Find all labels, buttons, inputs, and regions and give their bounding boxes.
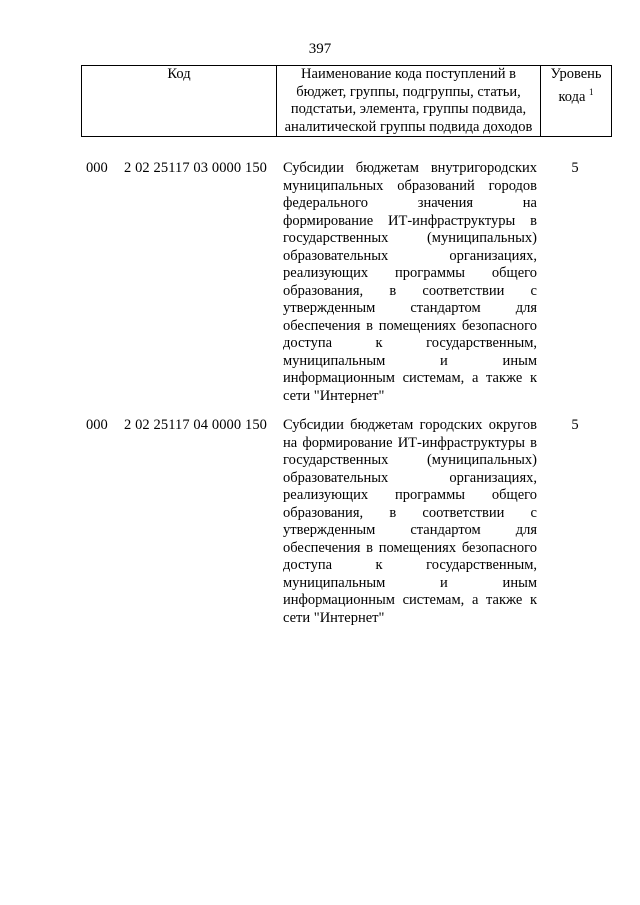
description-line: формирование ИТ-инфраструктуры в <box>283 212 537 229</box>
description-line: образования, в соответствии с <box>283 504 537 521</box>
description-line: образовательных организациях, <box>283 247 537 264</box>
header-level-label: Уровень кода <box>550 66 602 105</box>
revenue-description <box>283 417 537 627</box>
footnote-marker: 1 <box>589 86 594 97</box>
header-name-label: Наименование кода поступлений в бюджет, группы, подгруппы, статьи, подстатьи, элемента, группы подвида, аналитической группы подвида доходов <box>284 66 533 135</box>
header-level <box>541 66 612 137</box>
revenue-code: 2 02 25117 04 0000 150 <box>124 417 268 433</box>
code-level: 5 <box>571 160 579 176</box>
description-line: муниципальным и иным <box>283 574 537 591</box>
description-line: государственных (муниципальных) <box>283 230 537 246</box>
code-level: 5 <box>571 417 579 433</box>
description-line: федерального значения на <box>283 195 537 211</box>
header-name <box>277 66 541 137</box>
description-line: образования, в соответствии с <box>283 282 537 299</box>
description-line: Субсидии бюджетам внутригородских <box>283 160 537 176</box>
description-line: обеспечения в помещениях безопасного <box>283 539 537 556</box>
description-line: информационным системам, а также к <box>283 592 537 608</box>
description-line: доступа к государственным, <box>283 557 537 573</box>
description-line: реализующих программы общего <box>283 487 537 503</box>
revenue-code: 2 02 25117 03 0000 150 <box>124 160 268 176</box>
description-line: образовательных организациях, <box>283 469 537 486</box>
revenue-description <box>283 160 537 405</box>
description-line: государственных (муниципальных) <box>283 452 537 468</box>
description-line: утвержденным стандартом для <box>283 522 537 538</box>
header-code <box>82 66 277 137</box>
description-line: обеспечения в помещениях безопасного <box>283 317 537 334</box>
description-line: реализующих программы общего <box>283 265 537 281</box>
description-line: муниципальным и иным <box>283 352 537 369</box>
description-line: Субсидии бюджетам городских округов <box>283 417 537 433</box>
admin-code: 000 <box>86 160 108 176</box>
admin-code: 000 <box>86 417 108 433</box>
description-line: муниципальных образований городов <box>283 177 537 194</box>
header-code-label: Код <box>167 66 191 82</box>
description-line: доступа к государственным, <box>283 335 537 351</box>
header-row <box>82 66 612 137</box>
description-line: на формирование ИТ-инфраструктуры в <box>283 434 537 451</box>
description-line: сети "Интернет" <box>283 609 385 626</box>
table-header <box>81 65 612 137</box>
description-line: утвержденным стандартом для <box>283 300 537 316</box>
description-line: информационным системам, а также к <box>283 370 537 386</box>
page-number: 397 <box>308 41 332 57</box>
description-line: сети "Интернет" <box>283 387 385 404</box>
